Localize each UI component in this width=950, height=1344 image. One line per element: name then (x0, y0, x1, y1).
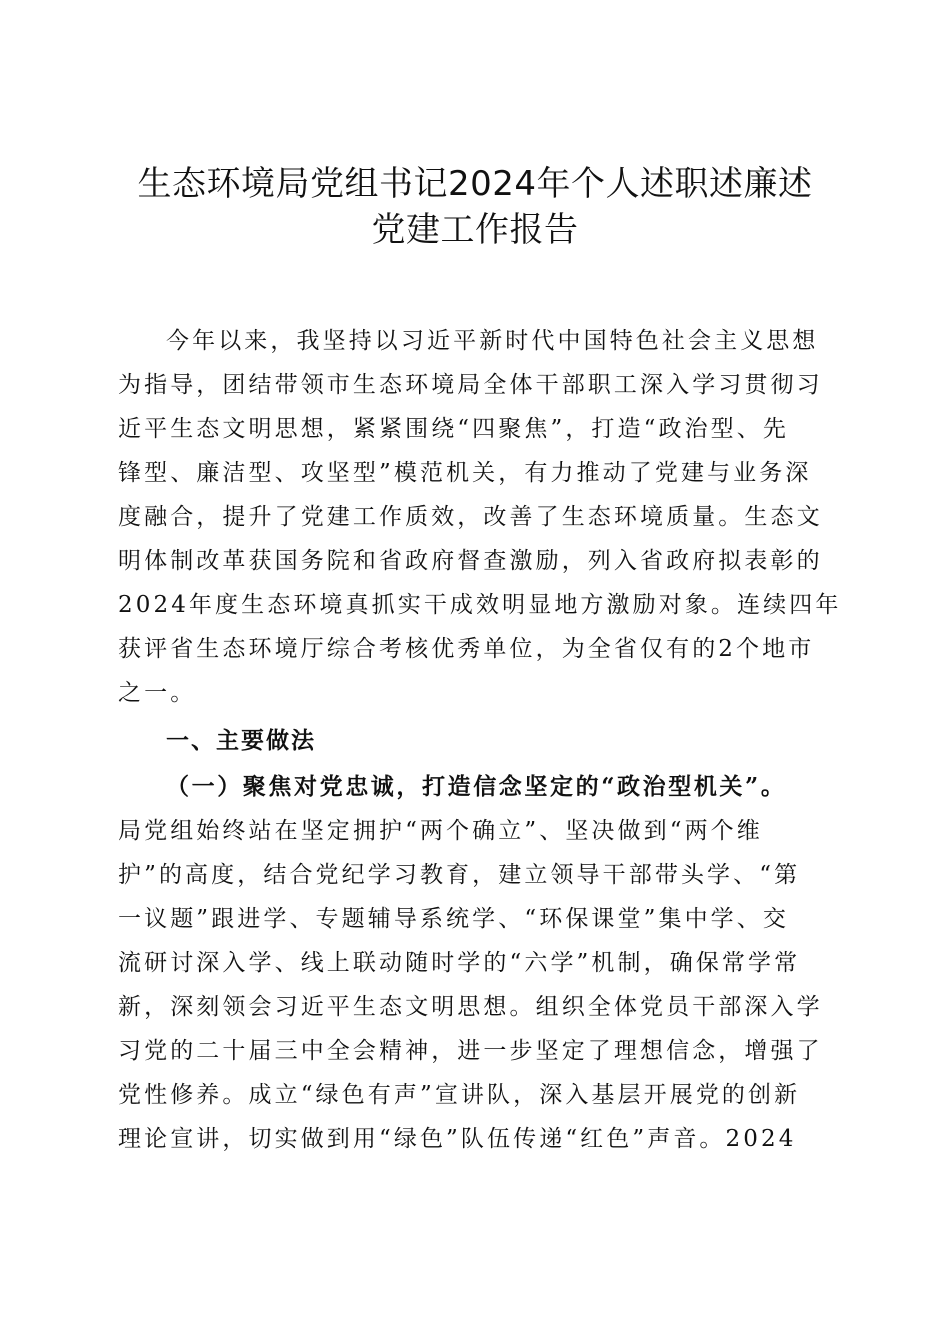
section-paragraph-line: 习党的二十届三中全会精神，进一步坚定了理想信念，增强了 (118, 1038, 823, 1064)
section-paragraph-line: 护”的高度，结合党纪学习教育，建立领导干部带头学、“第 (118, 862, 801, 888)
section-paragraph-line: 新，深刻领会习近平生态文明思想。组织全体党员干部深入学 (118, 994, 823, 1020)
intro-paragraph-line: 度融合，提升了党建工作质效，改善了生态环境质量。生态文 (118, 504, 823, 530)
section-paragraph-line: 一议题”跟进学、专题辅导系统学、“环保课堂”集中学、交 (118, 906, 789, 932)
section-paragraph-line: 党性修养。成立“绿色有声”宣讲队，深入基层开展党的创新 (118, 1082, 801, 1108)
section-heading: 一、主要做法 (166, 728, 316, 754)
intro-paragraph-line: 2024年度生态环境真抓实干成效明显地方激励对象。连续四年 (118, 592, 842, 618)
section-paragraph-line: 流研讨深入学、线上联动随时学的“六学”机制，确保常学常 (118, 950, 801, 976)
intro-paragraph-line: 明体制改革获国务院和省政府督查激励，列入省政府拟表彰的 (118, 548, 823, 574)
intro-paragraph-line: 之一。 (118, 680, 197, 706)
intro-paragraph-line: 今年以来，我坚持以习近平新时代中国特色社会主义思想 (166, 328, 819, 354)
section-paragraph-line: 理论宣讲，切实做到用“绿色”队伍传递“红色”声音。2024 (118, 1126, 797, 1152)
subsection-heading: （一）聚焦对党忠诚，打造信念坚定的“政治型机关”。 (166, 773, 787, 800)
document-title-line-2: 党建工作报告 (371, 210, 579, 250)
intro-paragraph-line: 近平生态文明思想，紧紧围绕“四聚焦”，打造“政治型、先 (118, 416, 789, 442)
document-title-line-1: 生态环境局党组书记2024年个人述职述廉述 (137, 164, 813, 204)
section-paragraph-line: 局党组始终站在坚定拥护“两个确立”、坚决做到“两个维 (118, 818, 763, 844)
intro-paragraph-line: 为指导，团结带领市生态环境局全体干部职工深入学习贯彻习 (118, 372, 823, 398)
intro-paragraph-line: 锋型、廉洁型、攻坚型”模范机关，有力推动了党建与业务深 (118, 460, 812, 486)
intro-paragraph-line: 获评省生态环境厅综合考核优秀单位，为全省仅有的2个地市 (118, 636, 815, 662)
